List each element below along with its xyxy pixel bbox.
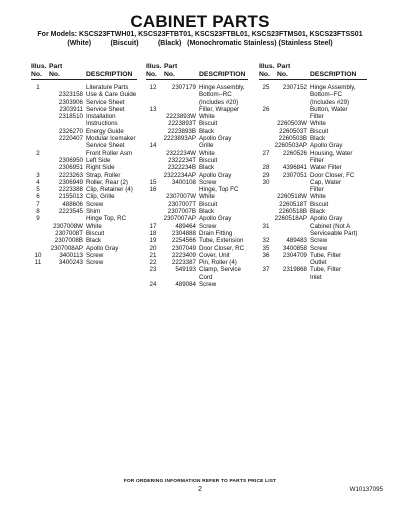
part-row bbox=[259, 179, 367, 186]
part-row bbox=[146, 172, 248, 179]
part-description: Left Side bbox=[86, 156, 111, 164]
part-row bbox=[259, 157, 367, 164]
part-description: Filter bbox=[310, 113, 324, 121]
part-description: Pin, Roller (4) bbox=[199, 259, 237, 267]
part-number: 4396841 bbox=[282, 164, 307, 172]
part-row bbox=[31, 150, 137, 157]
part-description: White bbox=[199, 193, 215, 201]
part-description: Clip, Retainer (4) bbox=[86, 186, 133, 194]
part-description: Cabinet (Not A bbox=[310, 222, 351, 230]
part-description: Installation bbox=[86, 113, 116, 121]
part-description: Cap, Water bbox=[310, 178, 342, 186]
part-row bbox=[259, 172, 367, 179]
part-description: Cord bbox=[199, 273, 213, 281]
illus-number: 30 bbox=[262, 178, 270, 186]
illus-number: 11 bbox=[34, 259, 42, 267]
part-number: 2319868 bbox=[282, 266, 307, 274]
part-number: 2307049 bbox=[171, 244, 196, 252]
part-row bbox=[31, 179, 137, 186]
part-number: 2323158 bbox=[58, 91, 83, 99]
illus-number: 7 bbox=[36, 200, 40, 208]
illus-number: 29 bbox=[262, 171, 270, 179]
part-description: Black bbox=[199, 208, 215, 216]
illus-number: 21 bbox=[149, 251, 157, 259]
part-row bbox=[259, 120, 367, 127]
page-title: CABINET PARTS bbox=[130, 12, 270, 31]
part-number: 2307007AP bbox=[163, 215, 196, 223]
parts-column-3 bbox=[259, 62, 367, 281]
illus-number: 1 bbox=[36, 84, 40, 91]
part-number: 2303911 bbox=[59, 105, 83, 113]
part-row bbox=[146, 113, 248, 120]
part-description: Grille bbox=[199, 142, 214, 150]
column-header bbox=[31, 62, 137, 80]
part-description: Tube, Filter bbox=[310, 266, 342, 274]
part-number: 489464 bbox=[175, 222, 196, 230]
illus-number: 6 bbox=[36, 193, 40, 201]
part-description: Housing, Water bbox=[310, 149, 353, 157]
part-row bbox=[146, 208, 248, 215]
part-row bbox=[146, 84, 248, 91]
part-number: 2223545 bbox=[58, 208, 83, 216]
part-description: Black bbox=[310, 208, 326, 216]
illus-number: 35 bbox=[262, 244, 270, 252]
part-number: 2155013 bbox=[58, 193, 83, 201]
header-part-line: Part bbox=[277, 63, 291, 70]
part-row bbox=[31, 215, 137, 222]
part-description: Inlet bbox=[310, 273, 322, 281]
header-illus-line: Illus. bbox=[146, 63, 162, 70]
part-description: Door Closer, RC bbox=[199, 244, 245, 252]
part-description: Hinge Top, RC bbox=[86, 215, 127, 223]
illus-number: 20 bbox=[149, 244, 157, 252]
part-number: 2223893T bbox=[168, 120, 196, 128]
header-description: DESCRIPTION bbox=[199, 70, 246, 78]
part-row bbox=[146, 201, 248, 208]
part-description: Service Sheet bbox=[86, 105, 125, 113]
part-number: 2304888 bbox=[171, 229, 196, 237]
part-number: 2307008AP bbox=[50, 244, 83, 252]
part-row bbox=[146, 106, 248, 113]
part-row bbox=[146, 281, 248, 288]
illus-number: 16 bbox=[149, 186, 157, 194]
part-description: Energy Guide bbox=[86, 127, 124, 135]
part-row bbox=[31, 84, 137, 91]
part-description: Screw bbox=[199, 281, 217, 289]
header-part bbox=[49, 63, 62, 78]
illus-number: 14 bbox=[149, 142, 157, 150]
part-description: Screw bbox=[199, 222, 217, 230]
part-number: 3400858 bbox=[282, 244, 307, 252]
part-description: White bbox=[199, 149, 215, 157]
header-description: DESCRIPTION bbox=[86, 70, 133, 78]
column-header bbox=[146, 62, 248, 80]
part-row bbox=[259, 113, 367, 120]
header-part bbox=[277, 63, 290, 78]
part-row bbox=[31, 99, 137, 106]
header-illus-line: No. bbox=[146, 70, 157, 78]
part-description: Screw bbox=[86, 259, 104, 267]
header-part-line: No. bbox=[277, 70, 288, 78]
part-row bbox=[146, 128, 248, 135]
header-part-line: Part bbox=[164, 63, 178, 70]
part-number: 2306950 bbox=[58, 156, 83, 164]
part-row bbox=[146, 135, 248, 142]
part-row bbox=[31, 208, 137, 215]
model-numbers: For Models: KSCS23FTWH01, KSCS23FTBT01, KSCS23FTBL01, KSCS23FTMS01, KSCS23FTSS01 bbox=[37, 31, 363, 38]
part-row bbox=[146, 223, 248, 230]
part-number: 488606 bbox=[62, 200, 83, 208]
part-description: Apollo Gray bbox=[310, 215, 343, 223]
part-row bbox=[146, 150, 248, 157]
part-description: Black bbox=[199, 164, 215, 172]
part-number: 2260518T bbox=[279, 200, 307, 208]
part-description: White bbox=[310, 120, 326, 128]
model-colors: (White) (Biscuit) (Black) (Monochromatic Stainless) (Stainless Steel) bbox=[67, 40, 333, 47]
illus-number: 36 bbox=[262, 251, 270, 259]
illus-number: 13 bbox=[149, 105, 157, 113]
part-number: 2260503W bbox=[277, 120, 307, 128]
part-description: (Includes #20) bbox=[199, 98, 239, 106]
part-description: Black bbox=[310, 135, 326, 143]
part-description: Bottom--RC bbox=[199, 91, 232, 99]
part-row bbox=[259, 142, 367, 149]
part-number: 2307007W bbox=[166, 193, 196, 201]
part-row bbox=[31, 91, 137, 98]
part-number: 549193 bbox=[175, 266, 196, 274]
part-number: 2322234W bbox=[166, 149, 196, 157]
part-description: Serviceable Part) bbox=[310, 229, 358, 237]
header-description: DESCRIPTION bbox=[310, 70, 357, 78]
part-description: Apollo Gray bbox=[199, 135, 232, 143]
part-description: Water Filter bbox=[310, 164, 342, 172]
part-description: Service Sheet bbox=[86, 98, 125, 106]
part-row bbox=[31, 164, 137, 171]
part-description: (Includes #29) bbox=[310, 98, 350, 106]
part-row bbox=[146, 252, 248, 259]
part-row bbox=[146, 120, 248, 127]
part-number: 2223387 bbox=[171, 259, 196, 267]
part-number: 3400243 bbox=[58, 259, 83, 267]
part-number: 2260526 bbox=[282, 149, 307, 157]
part-row bbox=[31, 201, 137, 208]
part-number: 3400108 bbox=[171, 178, 196, 186]
part-description: Service Sheet bbox=[86, 142, 125, 150]
document-number: W10137095 bbox=[349, 486, 383, 493]
part-description: Modular Icemaker bbox=[86, 135, 136, 143]
parts-column-2 bbox=[146, 62, 248, 288]
part-description: Use & Care Guide bbox=[86, 91, 137, 99]
part-row bbox=[259, 193, 367, 200]
part-description: Bottom--FC bbox=[310, 91, 342, 99]
part-row bbox=[146, 259, 248, 266]
illus-number: 9 bbox=[36, 215, 40, 223]
part-number: 2223388 bbox=[58, 186, 83, 194]
part-description: Hinge, Top FC bbox=[199, 186, 239, 194]
parts-rows bbox=[259, 84, 367, 281]
part-description: Literature Parts bbox=[86, 84, 129, 91]
illus-number: 15 bbox=[149, 178, 157, 186]
part-row bbox=[31, 135, 137, 142]
part-description: Hinge Assembly, bbox=[310, 84, 356, 91]
part-row bbox=[146, 179, 248, 186]
part-row bbox=[259, 208, 367, 215]
part-row bbox=[259, 135, 367, 142]
part-row bbox=[31, 128, 137, 135]
illus-number: 2 bbox=[36, 149, 40, 157]
part-description: Roller, Rear (2) bbox=[86, 178, 128, 186]
part-row bbox=[146, 157, 248, 164]
header-rule bbox=[259, 79, 367, 80]
part-row bbox=[31, 252, 137, 259]
part-description: Drain Fitting bbox=[199, 229, 233, 237]
part-row bbox=[31, 237, 137, 244]
part-row bbox=[259, 91, 367, 98]
part-row bbox=[146, 99, 248, 106]
part-number: 2223263 bbox=[58, 171, 83, 179]
part-number: 489483 bbox=[286, 237, 307, 245]
illus-number: 37 bbox=[262, 266, 270, 274]
part-row bbox=[146, 230, 248, 237]
part-number: 2307007T bbox=[168, 200, 196, 208]
part-description: Outlet bbox=[310, 259, 327, 267]
part-number: 2260503AP bbox=[274, 142, 307, 150]
part-description: Black bbox=[86, 237, 102, 245]
part-number: 2260518B bbox=[278, 208, 307, 216]
header-illus bbox=[146, 63, 162, 78]
part-row bbox=[146, 266, 248, 273]
part-row bbox=[259, 266, 367, 273]
part-row bbox=[259, 237, 367, 244]
part-row bbox=[31, 142, 137, 149]
part-description: Filter bbox=[310, 156, 324, 164]
illus-number: 27 bbox=[262, 149, 270, 157]
part-number: 2260503T bbox=[279, 127, 307, 135]
part-number: 489084 bbox=[175, 281, 196, 289]
part-row bbox=[31, 157, 137, 164]
part-row bbox=[259, 186, 367, 193]
header-illus-line: No. bbox=[31, 70, 42, 78]
part-number: 2306951 bbox=[58, 164, 83, 172]
illus-number: 8 bbox=[36, 208, 40, 216]
header-part-line: Part bbox=[49, 63, 63, 70]
header-illus bbox=[31, 63, 47, 78]
part-number: 2322234T bbox=[168, 156, 196, 164]
part-description: Clip, Grille bbox=[86, 193, 115, 201]
part-description: Screw bbox=[199, 178, 217, 186]
parts-rows bbox=[31, 84, 137, 266]
illus-number: 22 bbox=[149, 259, 157, 267]
part-row bbox=[259, 230, 367, 237]
part-row bbox=[31, 172, 137, 179]
part-description: Biscuit bbox=[310, 200, 329, 208]
part-row bbox=[259, 259, 367, 266]
illus-number: 26 bbox=[262, 105, 270, 113]
part-row bbox=[259, 84, 367, 91]
parts-column-1 bbox=[31, 62, 137, 266]
part-description: Apollo Gray bbox=[199, 171, 232, 179]
part-row bbox=[146, 164, 248, 171]
part-number: 2307008B bbox=[54, 237, 83, 245]
part-number: 2326270 bbox=[58, 127, 83, 135]
illus-number: 18 bbox=[149, 229, 157, 237]
part-description: Clamp, Service bbox=[199, 266, 241, 274]
illus-number: 10 bbox=[34, 251, 42, 259]
part-number: 2223893B bbox=[167, 127, 196, 135]
part-row bbox=[31, 259, 137, 266]
illus-number: 25 bbox=[262, 84, 270, 91]
part-row bbox=[146, 215, 248, 222]
part-row bbox=[146, 91, 248, 98]
part-description: Biscuit bbox=[199, 120, 218, 128]
part-description: Right Side bbox=[86, 164, 115, 172]
part-row bbox=[146, 274, 248, 281]
part-number: 2307007B bbox=[167, 208, 196, 216]
part-number: 2254566 bbox=[171, 237, 196, 245]
part-row bbox=[259, 245, 367, 252]
part-row bbox=[259, 164, 367, 171]
part-number: 2260503B bbox=[278, 135, 307, 143]
header-illus-line: No. bbox=[259, 70, 270, 78]
header-illus-line: Illus. bbox=[31, 63, 47, 70]
part-row bbox=[259, 252, 367, 259]
part-number: 2304709 bbox=[282, 251, 307, 259]
illus-number: 3 bbox=[36, 171, 40, 179]
part-description: Biscuit bbox=[199, 200, 218, 208]
part-number: 2223893W bbox=[166, 113, 196, 121]
part-description: Screw bbox=[86, 200, 104, 208]
illus-number: 4 bbox=[36, 178, 40, 186]
part-description: Tube, Filter bbox=[310, 251, 342, 259]
illus-number: 28 bbox=[262, 164, 270, 172]
part-number: 2307051 bbox=[282, 171, 307, 179]
part-number: 2318510 bbox=[58, 113, 83, 121]
part-row bbox=[31, 193, 137, 200]
part-description: White bbox=[199, 113, 215, 121]
part-description: Shim bbox=[86, 208, 101, 216]
part-row bbox=[146, 142, 248, 149]
part-description: Apollo Gray bbox=[310, 142, 343, 150]
part-row bbox=[259, 99, 367, 106]
model-list bbox=[0, 30, 400, 48]
part-row bbox=[259, 201, 367, 208]
part-description: Tube, Extension bbox=[199, 237, 244, 245]
part-description: White bbox=[310, 193, 326, 201]
part-row bbox=[31, 106, 137, 113]
part-description: Screw bbox=[310, 244, 328, 252]
column-header bbox=[259, 62, 367, 80]
part-description: Biscuit bbox=[86, 229, 105, 237]
part-description: Black bbox=[199, 127, 215, 135]
part-description: Filter bbox=[310, 186, 324, 194]
part-row bbox=[31, 230, 137, 237]
part-description: Door Closer, FC bbox=[310, 171, 355, 179]
part-number: 2307152 bbox=[282, 84, 307, 91]
part-description: Screw bbox=[310, 237, 328, 245]
part-row bbox=[146, 193, 248, 200]
part-description: Biscuit bbox=[199, 156, 218, 164]
part-description: Strap, Roller bbox=[86, 171, 121, 179]
part-number: 2322234B bbox=[167, 164, 196, 172]
part-description: Filler, Wrapper bbox=[199, 105, 240, 113]
part-row bbox=[259, 106, 367, 113]
illus-number: 19 bbox=[149, 237, 157, 245]
illus-number: 5 bbox=[36, 186, 40, 194]
part-number: 2223893AP bbox=[163, 135, 196, 143]
part-description: Apollo Gray bbox=[86, 244, 119, 252]
part-row bbox=[31, 245, 137, 252]
part-number: 2223409 bbox=[171, 251, 196, 259]
header-part bbox=[164, 63, 177, 78]
part-row bbox=[146, 237, 248, 244]
part-number: 2303906 bbox=[58, 98, 83, 106]
ordering-info: FOR ORDERING INFORMATION REFER TO PARTS PRICE LIST bbox=[123, 479, 277, 484]
part-number: 2306949 bbox=[58, 178, 83, 186]
part-row bbox=[259, 274, 367, 281]
part-description: Hinge Assembly, bbox=[199, 84, 245, 91]
part-number: 2322234AP bbox=[163, 171, 196, 179]
header-illus-line: Illus. bbox=[259, 63, 275, 70]
part-number: 2307008W bbox=[53, 222, 83, 230]
part-row bbox=[146, 186, 248, 193]
part-row bbox=[259, 128, 367, 135]
header-part-line: No. bbox=[164, 70, 175, 78]
part-description: Cover, Unit bbox=[199, 251, 230, 259]
part-description: Button, Water bbox=[310, 105, 348, 113]
part-number: 2220407 bbox=[58, 135, 83, 143]
parts-rows bbox=[146, 84, 248, 288]
part-row bbox=[31, 186, 137, 193]
header-illus bbox=[259, 63, 275, 78]
illus-number: 12 bbox=[149, 84, 157, 91]
part-number: 2260518W bbox=[277, 193, 307, 201]
header-rule bbox=[31, 79, 137, 80]
illus-number: 23 bbox=[149, 266, 157, 274]
header-part-line: No. bbox=[49, 70, 60, 78]
part-number: 3400113 bbox=[59, 251, 83, 259]
part-row bbox=[31, 113, 137, 120]
part-row bbox=[259, 223, 367, 230]
part-row bbox=[31, 120, 137, 127]
illus-number: 17 bbox=[149, 222, 157, 230]
part-description: Biscuit bbox=[310, 127, 329, 135]
illus-number: 32 bbox=[262, 237, 270, 245]
part-description: White bbox=[86, 222, 102, 230]
part-description: Apollo Gray bbox=[199, 215, 232, 223]
part-number: 2260518AP bbox=[274, 215, 307, 223]
illus-number: 31 bbox=[262, 222, 270, 230]
part-row bbox=[31, 223, 137, 230]
part-row bbox=[259, 215, 367, 222]
header-rule bbox=[146, 79, 248, 80]
part-number: 2307008T bbox=[55, 229, 83, 237]
part-description: Screw bbox=[86, 251, 104, 259]
part-row bbox=[259, 150, 367, 157]
part-number: 2307179 bbox=[171, 84, 196, 91]
part-description: Front Roller Asm bbox=[86, 149, 133, 157]
part-row bbox=[146, 245, 248, 252]
illus-number: 24 bbox=[149, 281, 157, 289]
page-number: 2 bbox=[198, 486, 202, 493]
part-description: Instructions bbox=[86, 120, 118, 128]
